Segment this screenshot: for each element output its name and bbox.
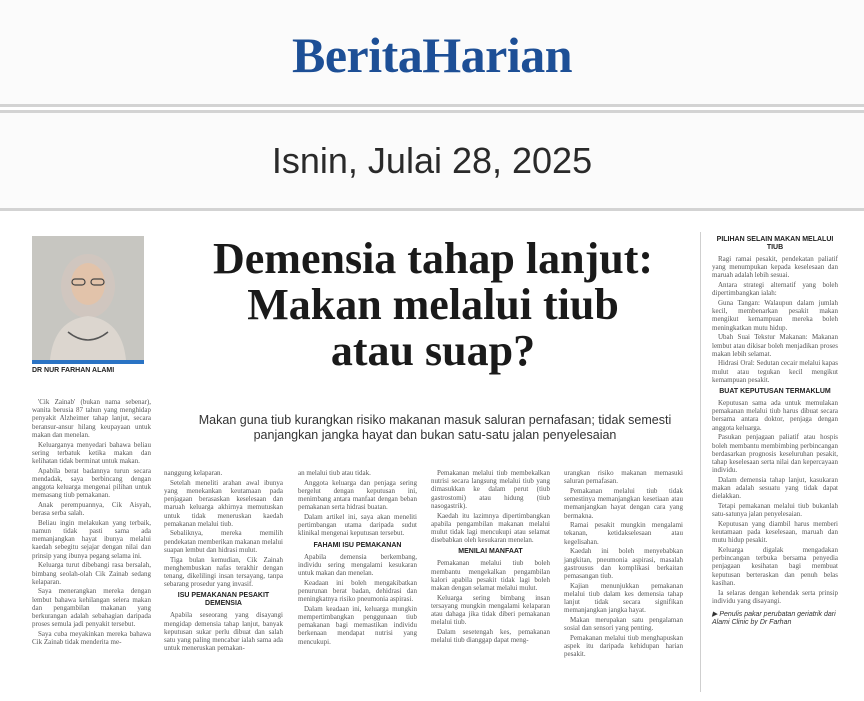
author-portrait-icon — [32, 236, 144, 360]
body-paragraph: Keluarga sering bimbang insan tersayang mungkin mengalami kelaparan atau dahaga jika tidak diberi pemakanan melalui tiub. — [431, 593, 550, 627]
body-paragraph: Makan merupakan satu pengalaman sosial dan sensori yang penting. — [564, 615, 683, 633]
body-paragraph: Kaedah ini boleh menyebabkan jangkitan, pneumonia aspirasi, masalah gastrousus dan komplikasi berkaitan pemasangan tiub. — [564, 547, 683, 580]
photo-accent-bar — [32, 360, 144, 364]
body-paragraph: Tiga bulan kemudian, Cik Zainah menghembuskan nafas terakhir dengan tenang, dikelilingi insan tersayang, tanpa sebarang prosedur yang invasif. — [164, 555, 283, 589]
sidebar-paragraph: Tetapi pemakanan melalui tiub bukanlah satu-satunya jalan penyelesaian. — [712, 501, 838, 519]
body-paragraph: urangkan risiko makanan memasuki saluran pernafasan. — [564, 469, 683, 486]
body-paragraph: Sebaliknya, mereka memilih pendekatan memberikan makanan melalui suapan lembut dan hidrasi mulut. — [164, 529, 283, 554]
body-paragraph: Keluarga turut dibebangi rasa bersalah, bimbang seolah-olah Cik Zainab sedang kelaparan. — [32, 561, 151, 586]
body-paragraph: Dalam sesetengah kes, pemakanan melalui tiub dianggap dapat meng- — [431, 627, 550, 645]
body-paragraph: Apabila seseorang yang disayangi mengidap demensia tahap lanjut, banyak keputusan sukar perlu dibuat dan salah satu yang paling mencabar ialah sama ada untuk meneruskan pemakan- — [164, 611, 283, 653]
body-paragraph: Keadaan ini boleh mengakibatkan penurunan berat badan, dehidrasi dan meningkatnya risiko pneumonia aspirasi. — [298, 578, 417, 604]
body-paragraph: Apabila demensia berkembang, individu sering mengalami kesukaran untuk makan dan menelan. — [298, 552, 417, 578]
sidebar-paragraph: Hidrasi Oral: Sedutan cecair melalui kapas mulut atau tegukan kecil mengikut kemampuan pesakit. — [712, 359, 838, 384]
body-column-4 — [431, 469, 550, 646]
body-paragraph: Dalam artikel ini, saya akan meneliti pertimbangan utama daripada sudut klinikal mengenai keputusan tersebut. — [298, 513, 417, 538]
sidebar-paragraph: Antara strategi alternatif yang boleh dipertimbangkan ialah: — [712, 281, 838, 298]
sidebar-paragraph: Keluarga digalak mengadakan perbincangan terbuka bersama penyedia penjagaan kesihatan bagi membuat keputusan berteraskan dan penuh belas kasihan. — [712, 546, 838, 587]
body-column-3 — [298, 469, 417, 647]
sidebar-paragraph: Ragi ramai pesakit, pendekatan paliatif yang menumpukan kepada keselesaan dan maruah adalah lebih sesuai. — [712, 255, 838, 280]
body-paragraph: Keluarganya menyedari bahawa beliau sering terbatuk ketika makan dan kelihatan tidak berminat untuk makan. — [32, 440, 151, 465]
sidebar-paragraph: Keputusan sama ada untuk memulakan pemakanan melalui tiub harus dibuat secara bersama antara doktor, penjaga dengan anggota keluarga. — [712, 399, 838, 432]
body-column-5 — [564, 469, 683, 660]
body-paragraph: Pemakanan melalui tiub menghapuskan aspek itu daripada kehidupan harian pesakit. — [564, 633, 683, 659]
body-paragraph: Setelah meneliti arahan awal ibunya yang menekankan keutamaan pada penjagaan berasaskan keselesaan dan maruah keluarga akhirnya memutuskan untuk tidak meneruskan kaedah pemakanan melalui tiub. — [164, 478, 283, 528]
body-paragraph: Anggota keluarga dan penjaga sering bergelut dengan keputusan ini, menimbang antara manfaat dengan beban pemakanan serta hidrasi buatan. — [298, 478, 417, 512]
author-photo — [32, 236, 144, 360]
berita-harian-logo: BeritaHarian — [291, 27, 573, 83]
dateline-divider — [0, 208, 864, 211]
subheading-menilai-manfaat: MENILAI MANFAAT — [458, 548, 523, 556]
body-paragraph: Pemakanan melalui tiub boleh membantu mengekalkan pengambilan kalori apabila pesakit tidak lagi boleh makan dengan selamat melalui mulut. — [431, 559, 550, 592]
body-paragraph: Anak perempuannya, Cik Aisyah, berasa serba salah. — [32, 500, 151, 518]
sidebar-paragraph: Dalam demensia tahap lanjut, kasukaran makan adalah sesuatu yang tidak dapat dielakkan. — [712, 475, 838, 501]
body-paragraph: an melalui tiub atau tidak. — [298, 469, 371, 477]
sidebar-heading-keputusan: BUAT KEPUTUSAN TERMAKLUM — [719, 388, 831, 396]
body-paragraph: Pemakanan melalui tiub membekalkan nutrisi secara langsung melalui tiub yang dimasukkan ke dalam perut (tiub gastrostomi) atau hidung (tiub nasogastrik). — [431, 469, 550, 510]
masthead-divider — [0, 104, 864, 107]
body-column-2 — [164, 469, 283, 654]
body-paragraph: Kajian menunjukkan pemakanan melalui tiub dalam kes demensia tahap lanjut tidak secara signifikan memanjangkan jangka hayat. — [564, 581, 683, 615]
subheading-fahami-isu: FAHAMI ISU PEMAKANAN — [313, 541, 402, 549]
body-paragraph: Saya menerangkan mereka dengan lembut bahawa kehilangan selera makan dan pengambilan makanan yang berkurangan adalah sebahagian daripada proses semula jadi penyakit tersebut. — [32, 587, 151, 629]
body-paragraph: Pemakanan melalui tiub tidak semestinya memanjangkan kesetiaan atau memanjangkan hayat dengan cara yang bermakna. — [564, 486, 683, 520]
article-headline — [150, 236, 716, 374]
sidebar-column — [712, 236, 838, 628]
author-byline: DR NUR FARHAN ALAMI — [32, 367, 115, 374]
masthead — [0, 0, 864, 104]
subheading-isu-pemakanan: ISU PEMAKANAN PESAKIT DEMENSIA — [177, 592, 270, 608]
triangle-bullet-icon: ▶ — [712, 610, 720, 618]
headline-line-2: Makan melalui tiub — [247, 280, 619, 329]
body-paragraph: Ramai pesakit mungkin mengalami tekanan, ketidakselesaan atau kegelisahan. — [564, 521, 683, 546]
sidebar-paragraph: Keputusan yang diambil harus memberi keutamaan pada keselesaan, maruah dan mutu hidup pesakit. — [712, 519, 838, 545]
article-standfirst: Makan guna tiub kurangkan risiko makanan masuk saluran pernafasan; tidak semesti panjangkan jangka hayat dan bukan satu-satu jalan penyelesaian — [198, 413, 672, 442]
body-column-1 — [32, 398, 151, 648]
sidebar-heading-pilihan: PILIHAN SELAIN MAKAN MELALUI TIUB — [716, 236, 834, 251]
body-paragraph: Beliau ingin melakukan yang terbaik, namun tidak pasti sama ada memanjangkan hayat ibunya melalui kaedah sebegitu sejajar dengan nilai dan prinsip yang ibunya pegang selama ini. — [32, 518, 151, 560]
publication-date: Isnin, Julai 28, 2025 — [271, 140, 593, 181]
sidebar-paragraph: Ia selaras dengan kehendak serta prinsip individu yang disayangi. — [712, 588, 838, 605]
headline-line-1: Demensia tahap lanjut: — [212, 234, 654, 283]
body-paragraph: Dalam keadaan ini, keluarga mungkin mempertimbangkan penggunaan tiub pemakanan bagi memastikan individu berkenaan mendapat nutrisi yang mencukupi. — [298, 604, 417, 646]
sidebar-paragraph: Guna Tangan: Walaupun dalam jumlah kecil, membenarkan pesakit makan mengikut kemampuan mereka boleh meningkatkan mutu hidup. — [712, 299, 838, 332]
author-footnote-text: Penulis pakar perubatan geriatrik dari Alami Clinic by Dr Farhan — [712, 610, 836, 627]
sidebar-divider — [700, 232, 701, 692]
body-paragraph: 'Cik Zainab' (bukan nama sebenar), wanita berusia 87 tahun yang menghidap penyakit Alzheimer tahap lanjut, secara beransur-ansur hilang keupayaan untuk makan dan menelan. — [32, 398, 151, 439]
sidebar-paragraph: Ubah Suai Tekstur Makanan: Makanan lembut atau dikisar boleh menjadikan proses makan lebih selamat. — [712, 333, 838, 358]
body-paragraph: Kaedah itu lazimnya dipertimbangkan apabila pengambilan makanan melalui mulut tidak lagi mencukupi atau selamat disebabkan oleh kesukaran menelan. — [431, 511, 550, 545]
body-paragraph: Apabila berat badannya turun secara mendadak, saya berbincang dengan anggota keluarga mengenai pilihan untuk memasang tiub pemakanan. — [32, 466, 151, 500]
headline-line-3: atau suap? — [330, 326, 536, 375]
author-footnote — [712, 611, 838, 628]
body-paragraph: Saya cuba meyakinkan mereka bahawa Cik Zainab tidak menderita me- — [32, 629, 151, 647]
sidebar-paragraph: Pasukan penjagaan paliatif atau hospis boleh membantu membimbing perbincangan berdasarkan prognosis keseluruhan pesakit, tahap keselesaan serta nilai dan kepercayaan individu. — [712, 433, 838, 475]
body-paragraph: nanggung kelaparan. — [164, 469, 223, 477]
